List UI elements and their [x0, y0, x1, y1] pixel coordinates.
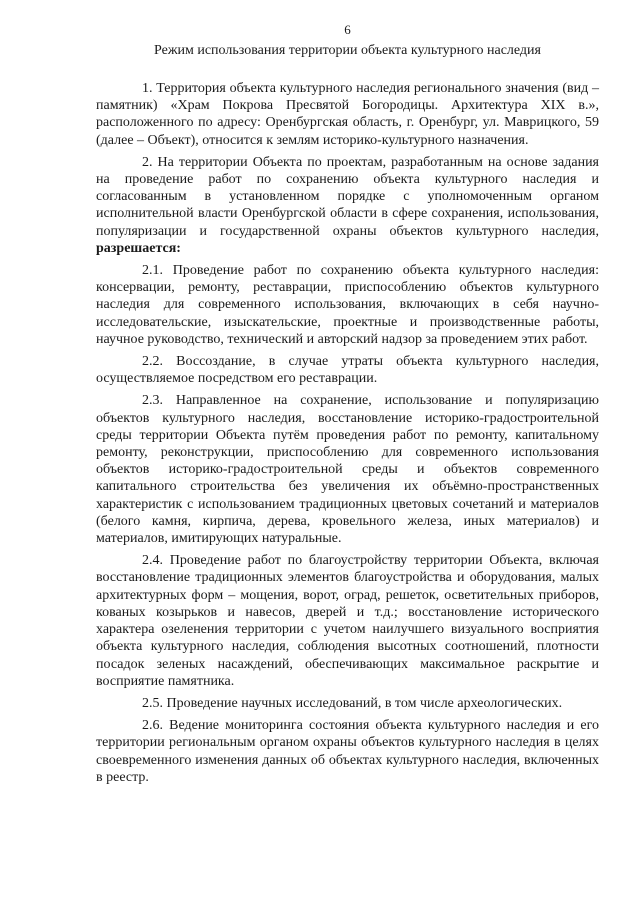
paragraph-2-4: 2.4. Проведение работ по благоустройству территории Объекта, включая восстановление традиционных элементов благоустройства и оборудования, малых архитектурных форм – мощения, ворот, оград, решеток, осветительных приборов, кованых козырьков и навесов, дверей и т.д.; восстановление исторического характера озеленения территории с учетом наилучшего визуального восприятия объекта культурного наследия, соблюдения высотных соотношений, плотности посадок зеленых насаждений, обеспечивающих максимальное раскрытие и восприятие памятника. — [96, 553, 599, 689]
paragraph-2-emphasis: разрешается: — [96, 240, 181, 256]
paragraph-2-1: 2.1. Проведение работ по сохранению объекта культурного наследия: консервации, ремонту, реставрации, приспособлению объектов культурного наследия для современного использования, включающих в себя научно-исследовательские, изыскательские, проектные и производственные работы, научное руководство, технический и авторский надзор за проведением этих работ. — [96, 263, 599, 347]
page-number: 6 — [344, 22, 351, 37]
paragraph-2 — [96, 154, 599, 257]
paragraph-2-6: 2.6. Ведение мониторинга состояния объекта культурного наследия и его территории региональным органом охраны объектов культурного наследия в целях своевременного изменения данных об объектах культурного наследия, включенных в реестр. — [96, 718, 599, 785]
paragraph-2-2: 2.2. Воссоздание, в случае утраты объекта культурного наследия, осуществляемое посредством его реставрации. — [96, 354, 599, 387]
paragraph-2-text: 2. На территории Объекта по проектам, разработанным на основе задания на проведение работ по сохранению объекта культурного наследия и согласованным в установленном порядке с уполномоченным органом исполнительной власти Оренбургской области в сфере сохранения, использования, популяризации и государственной охраны объектов культурного наследия, — [96, 154, 599, 239]
paragraph-1: 1. Территория объекта культурного наследия регионального значения (вид – памятник) «Храм Покрова Пресвятой Богородицы. Архитектура XIX в.», расположенного по адресу: Оренбургская область, г. Оренбург, ул. Маврицкого, 59 (далее – Объект), относится к землям историко-культурного назначения. — [96, 81, 599, 148]
paragraph-2-3: 2.3. Направленное на сохранение, использование и популяризацию объектов культурного наследия, восстановление историко-градостроительной среды территории Объекта путём проведения работ по ремонту, капитальному ремонту, реконструкции, приспособлению для современного использования объектов историко-градостроительной среды и объектов современного капитального строительства без увеличения их объёмно-пространственных характеристик с использованием традиционных цветовых сочетаний и материалов (белого камня, кирпича, дерева, кровельного железа, иных материалов) и материалов, имитирующих натуральные. — [96, 393, 599, 547]
document-heading: Режим использования территории объекта культурного наследия — [154, 43, 541, 58]
paragraph-2-5: 2.5. Проведение научных исследований, в том числе археологических. — [142, 695, 563, 711]
